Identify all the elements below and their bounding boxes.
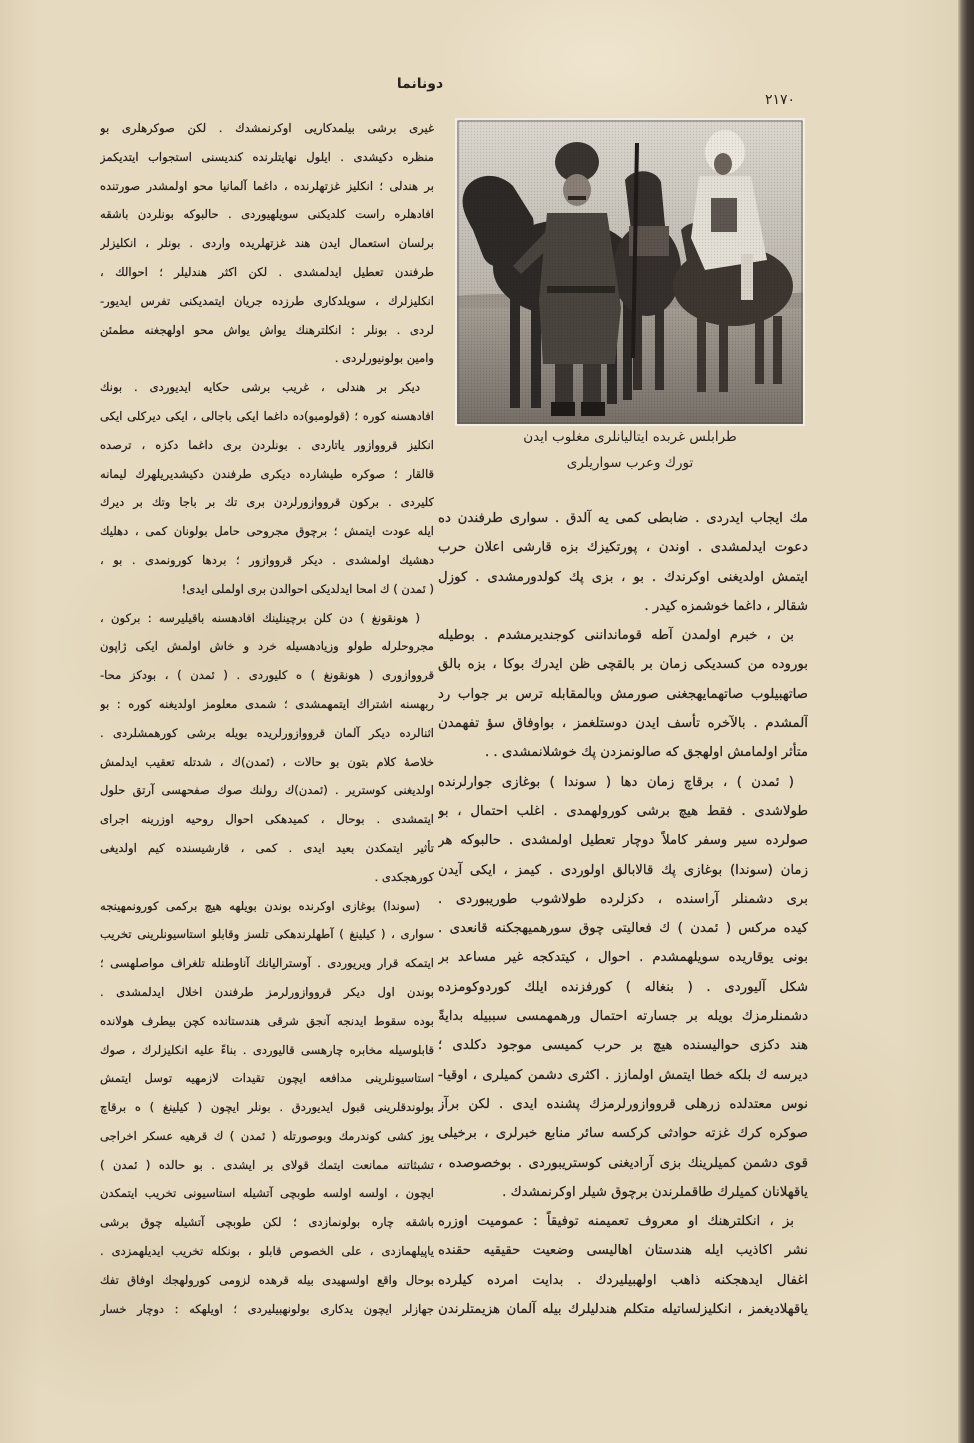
right-column-line [438,621,808,650]
right-column-line [438,680,808,709]
line-text: صوکره کرك غزته حوادثی کرکسه سائر منابع خبرلری ، برخیلی [438,1126,808,1142]
line-text: ایتمشدی . بوحال ، کمیدهکی احوال روحیه اوزرینه اجرای [100,812,434,827]
right-column-line [438,650,808,679]
line-text: کلیردی . برکون قرووازورلردن بری تك بر باجا وتك بر دیرك [100,495,434,510]
line-text: صاتهبیلوب صاتهمایهجغنی صورمش وبالمقابله ترس بر جواب رد [438,686,808,702]
left-column-line [100,1237,434,1266]
line-text: کورهجکدی . [374,869,434,884]
right-column-line [438,885,808,914]
line-text: هند دکزی حوالیسنده هیچ بر حرب کمیسی موجود دکلدی ؛ [438,1038,808,1054]
right-text-column [438,504,808,1324]
right-column-line [438,943,808,972]
line-text: قرووازوری ( هونقونغ ) ه کلیوردی . ( ئمدن ) ، بودکز محا- [100,668,434,683]
right-column-line [438,504,808,533]
left-column-line [100,460,434,489]
right-column-line [438,1149,808,1178]
line-text: نوس معتدلده زرهلی قرووازورلرمزك پشنده ایدی . لکن برآز [438,1096,808,1112]
photograph-image [455,118,805,426]
left-column-line [100,1266,434,1295]
line-text: طرفندن تعطیل ایدلمشدی . لکن اکثر هندلیلر ؛ احوالك ، [100,264,434,279]
left-column-line [100,143,434,172]
caption-line: طرابلس غربده ایتالیانلری مغلوب ایدن [523,429,737,445]
line-text: برلسان استعمال ایدن هند غزتهلریده واردی . بونلر ، انکلیزلر [100,236,434,251]
left-column-line [100,287,434,316]
left-column-line [100,431,434,460]
line-text: دیکر بر هندلی ، غریب برشی حکایه ایدیوردی . بونك [100,380,420,395]
left-column-line [100,1179,434,1208]
line-text: ( ئمدن ) ، برقاچ زمان دها ( سوندا ) بوغازی جوارلرنده [438,774,794,790]
left-column-line [100,373,434,402]
right-column-line [438,1207,808,1236]
line-text: ایچون ، اولسه اولسه طوبچی آتشیله استاسیونی تخریب ایتمکدن [100,1186,434,1201]
line-text: بولوندقلرینی قبول ایدیوردق . بونلر ایچون ( کیلینغ ) ه برقاچ [100,1100,434,1115]
line-text: جهازلر ایچون یدکاری بولونهبیلیردی ؛ اویلهکه : دوچار خسار [100,1301,434,1316]
photo-caption [455,424,805,476]
right-column-line [438,1295,808,1324]
line-text: قوی دشمن کمیلرینك بزی آرادیغنی کوستریبوردی . بوخصوصده ، [438,1155,808,1171]
left-column-line [100,344,434,373]
line-text: دهشیك اولمشدی . دیکر قرووازور ؛ بردها کورونمدی . بو ، [100,552,434,567]
right-column-line [438,533,808,562]
line-text: نشر اکاذیب ایله هندستان اهالیسی وضعیت حقیقیه حقنده [438,1243,808,1259]
line-text: ایله عودت ایتمش ؛ برچوق مجروحی حامل بولونان کمی ، دهلیك [100,524,434,539]
left-column-line [100,949,434,978]
photograph [455,118,805,426]
line-text: یوز کشی کوندرمك وبوصورتله ( ئمدن ) ك قرهیه عسکر اخراجی [100,1128,434,1143]
line-text: باشقه چاره بولونمازدی ؛ لکن طوبچی آتشیله چوق برشی [100,1215,434,1230]
line-text: کیده مرکس ( ئمدن ) ك فعالیتی چوق سورهمیهجکنه قانعدی . [438,921,808,937]
right-column-line [438,738,808,767]
line-text: دشمنلرمزك بویله بر جسارته احتمال ورهمهمسی سببیله بدایةً [438,1009,808,1025]
line-text: انکلیزلرك ، سویلدکاری طرزده جریان ایتمدیکنی تفرس ایدیور- [100,293,434,308]
line-text: مجروحلرله طولو وزیادهسیله خرد و خاش اولمش ایکی ژاپون [100,639,434,654]
line-text: تأثیر ایتمکدن بعید ایدی . کمی ، قارشیسنده کیم اولدیغی [100,840,434,855]
left-column-line [100,517,434,546]
right-column-line [438,1061,808,1090]
right-column-line [438,1090,808,1119]
line-text: (سوندا) بوغازی اوکرنده بوندن بویلهه هیچ برکمی کورونمهینجه [100,898,420,913]
journal-title: دونانما [396,76,444,92]
line-text: دعوت ایدلمشدی . اوندن ، پورتکیزك بزه قارشی اعلان حرب [438,540,808,556]
line-text: اثنالرده دیکر آلمان قرووازورلریده بویله برشی کورهمشلردی . [100,725,434,740]
left-column-line [100,863,434,892]
line-text: یاقهلادیغمز ، انکلیزلساتیله متکلم هندلیلرك بیله آلمان هزیمتلرندن [438,1302,808,1318]
line-text: بوروده من کسدیکی زمان بر بالقچی ظن ایدرك بوکا ، بزه بالق [438,657,808,673]
right-column-line [438,856,808,885]
right-column-line [438,973,808,1002]
line-text: ( ئمدن ) ك امحا ایدلدیکی احوالدن بری اولملی ایدی! [181,581,434,596]
left-column-line [100,748,434,777]
line-text: قابلوسیله مخابره چارهسی قالیوردی . بناءً علیه انکلیزلرك ، صوك [100,1042,434,1057]
left-column-line [100,1093,434,1122]
right-column-line [438,1236,808,1265]
photo-halftone-texture [455,118,805,426]
line-text: سواری ، ( کیلینغ ) آطهلرندهکی تلسز وقابلو استاسیونلرینی تخریب [100,927,434,942]
left-column-line [100,402,434,431]
left-column-line [100,805,434,834]
left-column-line [100,1007,434,1036]
left-column-line [100,1064,434,1093]
left-column-line [100,114,434,143]
left-column-line [100,488,434,517]
left-column-line [100,661,434,690]
left-column-line [100,1122,434,1151]
right-column-line [438,1178,808,1207]
line-text: مك ایجاب ایدردی . ضابطی کمی یه آلدق . سواری طرفندن ده [438,511,808,526]
line-text: افادهسنه کوره ؛ (قولومبو)ده داغما ایکی باجالی ، ایکی دیرکلی ایکی [100,408,434,423]
right-column-line [438,914,808,943]
left-column-line [100,316,434,345]
left-column-line [100,604,434,633]
line-text: زمان (سوندا) بوغازی پك قالابالق اولوردی . کیمز ، ایکی آیدن [438,862,808,878]
line-text: صولرده سیر وسفر کاملاً دوچار تعطیل اولمشدی . حالبوکه هر [438,833,808,849]
line-text: بز ، انکلترهنك او معروف تعمیمنه توفیقاً : عمومیت اوزره [438,1214,794,1230]
line-text: اغفال ایدهجکنه ذاهب اولهبیلیردك . بدایت امرده کیلرده [438,1272,808,1288]
left-column-line [100,258,434,287]
line-text: لردی . بونلر : انکلترهنك یواش یواش محو اولهجغنه مطمئن [100,322,434,337]
line-text: منظره دکیشدی . ایلول نهایتلرنده کندیسنی استجواب ایتدیکمز [100,149,434,164]
right-column-line [438,592,808,621]
right-column-line [438,1031,808,1060]
left-column-line [100,1151,434,1180]
line-text: دیرسه ك بلکه خطا ایتمش اولمازز . اکثری دشمن کمیلری ، اوقیا- [438,1067,808,1083]
line-text: بوحال واقع اولسهیدی بیله قرهده لزومی کورولهجك اوفاق تفك [100,1272,434,1287]
line-text: متأثر اولمامش اولهجق که صالونمزدن پك خوشلانمشدی . . [484,745,808,761]
right-column-line [438,1002,808,1031]
right-column-line [438,797,808,826]
caption-line: تورك وعرب سواریلری [566,455,694,471]
left-text-column [100,114,434,1323]
line-text: شکل آلیوردی . ( بنغاله ) کورفزنده ایلك کوردوکومزده [438,979,808,995]
left-column-line [100,1208,434,1237]
left-column-line [100,632,434,661]
scan-edge-shadow [958,0,974,1443]
left-column-line [100,892,434,921]
line-text: ایتمش اولدیغنی اوکرندك . بو ، بزی پك کولدورمشدی . کوزل [438,569,808,585]
line-text: اولدیغنی کوستریر . (ئمدن)ك رولنك صوك صفحهسی آرتق حلول [100,783,434,798]
left-column-line [100,776,434,805]
left-column-line [100,575,434,604]
right-column-line [438,709,808,738]
left-column-line [100,200,434,229]
right-column-line [438,826,808,855]
line-text: بونی یوقاریده سویلهمشدم . احوال ، کیتدکجه غیر مساعد بر [438,950,808,966]
left-column-line [100,1036,434,1065]
left-column-line [100,978,434,1007]
line-text: ایتمکه قرار ویریوردی . آوسترالیانك آناوطنله تلغراف مواصلهسی ؛ [100,956,434,971]
left-column-line [100,920,434,949]
line-text: استاسیونلرینی مدافعه ایچون تقیدات لازمهیه توسل ایتمش [100,1071,434,1086]
line-text: خلاصهٔ کلام بتون بو حالات ، (ئمدن)ك ، شدتله تعقیب ایدلمش [100,754,434,769]
right-column-line [438,1119,808,1148]
left-column-line [100,172,434,201]
line-text: افادهلره راست کلدیکنی سویلهیوردی . حالبوکه بونلردن باشقه [100,207,434,222]
line-text: بوده سقوط ایدنجه آنجق شرقی هندستانده کچن بیطرف هولانده [100,1013,434,1028]
line-text: آلمشدم . بالآخره تأسف ایدن دوستلغمز ، بواوفاق سؤ تفهمدن [438,716,808,732]
left-column-line [100,1295,434,1324]
right-column-line [438,563,808,592]
line-text: قالقار ؛ صوکره طیشارده دیکری طرفندن دکیشدیریلهرك لیمانه [100,466,434,481]
left-column-line [100,229,434,258]
left-column-line [100,719,434,748]
line-text: بری دشمنلر آراسنده ، دکزلرده طولاشوب طوریبوردی . [438,891,808,907]
line-text: بوندن اول دیکر قرووازورلرمز طرفندن اخلال ایدلمشدی . [100,984,434,999]
line-text: وامین بولونیورلردی . [334,351,434,366]
right-column-line [438,1266,808,1295]
line-text: یاپیلهمازدی ، علی الخصوص قابلو ، بونکله تخریب ایدیلهمزدی . [100,1244,434,1259]
line-text: ربهسنه اشتراك ایتمهمشدی ؛ شمدی معلومز اولدیغنه کوره : بو [100,696,434,711]
line-text: بن ، خبرم اولمدن آطه قومانداننی کوجندیرمشدم . بوطیله [438,628,794,644]
line-text: غیری برشی بیلمدکاریی اوکرنمشدك . لکن صوکرهلری بو [100,121,434,135]
line-text: شقالر ، داغما خوشمزه کیدر . [644,598,808,614]
line-text: یاقهلانان کمیلرك طاقملرندن برچوق شیلر اوکرنمشدك . [502,1184,808,1200]
page-number: ٢١٧٠ [764,92,796,108]
right-column-line [438,768,808,797]
line-text: طولاشدی . فقط هیچ برشی کورولهمدی . اغلب احتمال ، بو [438,803,808,819]
left-column-line [100,690,434,719]
line-text: انکلیز قرووازور یاتاردی . بونلردن بری داغما دکزه ، ترصده [100,437,434,452]
line-text: بر هندلی ؛ انکلیز غزتهلرنده ، داغما آلمانیا محو اولمشدر صورتنده [100,178,434,193]
left-column-line [100,546,434,575]
line-text: ( هونقونغ ) دن کلن برچینلینك افادهسنه باقیلیرسه : برکون ، [100,610,420,625]
left-column-line [100,834,434,863]
line-text: تشبثاتنه ممانعت ایتمك قولای بر ایشدی . بو حالده ( ئمدن ) [100,1157,434,1172]
